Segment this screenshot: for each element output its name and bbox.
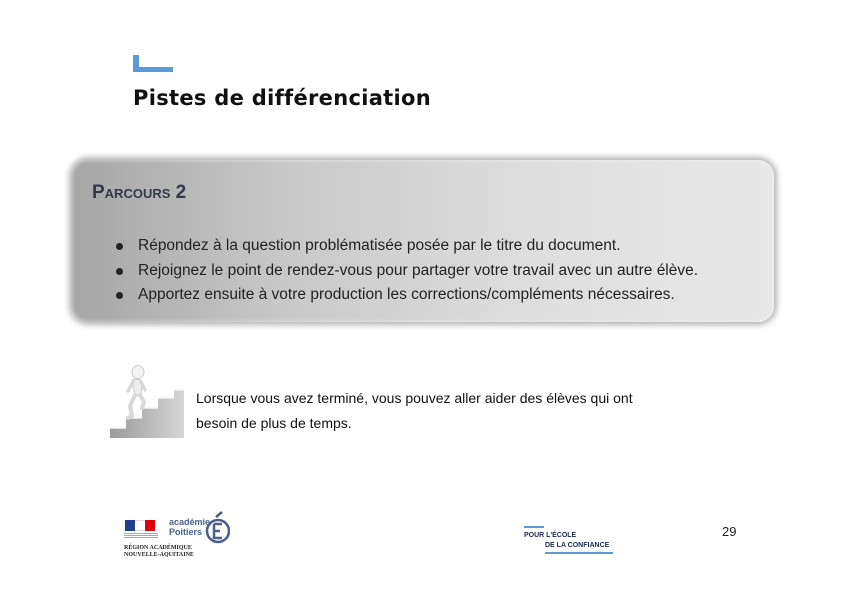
stairs-figure-icon [108, 364, 186, 440]
list-item-text: Apportez ensuite à votre production les corrections/compléments nécessaires. [138, 286, 675, 303]
logo-bar-bottom [545, 552, 613, 554]
finish-message [196, 386, 716, 436]
list-item [116, 283, 698, 308]
page-number: 29 [722, 524, 737, 539]
list-item-text: Répondez à la question problématisée posée par le titre du document. [138, 237, 621, 254]
finish-line-2: besoin de plus de temps. [196, 415, 352, 431]
flag-caption [124, 533, 158, 539]
footer-logos [122, 504, 242, 560]
list-item [116, 234, 698, 259]
parcours-heading: Parcours 2 [92, 182, 187, 203]
marianne-flag-icon [125, 520, 155, 531]
academie-e-icon [204, 510, 230, 546]
ecole-confiance-logo [522, 522, 614, 558]
confiance-line-2: DE LA CONFIANCE [545, 542, 610, 549]
region-text [124, 545, 194, 559]
bullet-icon [116, 292, 123, 299]
bullet-icon [116, 243, 123, 250]
parcours-box [72, 160, 774, 322]
list-item [116, 259, 698, 284]
academie-line-2: Poitiers [169, 527, 203, 537]
confiance-line-1: POUR L'ÉCOLE [524, 532, 577, 539]
logo-bar-top [524, 526, 544, 528]
region-line-1: RÉGION ACADÉMIQUE [124, 545, 192, 551]
finish-line-1: Lorsque vous avez terminé, vous pouvez aller aider des élèves qui ont [196, 390, 633, 406]
page-title: Pistes de différenciation [133, 86, 431, 110]
bullet-icon [116, 268, 123, 275]
parcours-list [116, 234, 698, 308]
corner-bracket-icon [133, 55, 173, 72]
region-line-2: NOUVELLE-AQUITAINE [124, 552, 194, 558]
academie-line-1: académie [169, 517, 211, 527]
list-item-text: Rejoignez le point de rendez-vous pour partager votre travail avec un autre élève. [138, 261, 699, 279]
